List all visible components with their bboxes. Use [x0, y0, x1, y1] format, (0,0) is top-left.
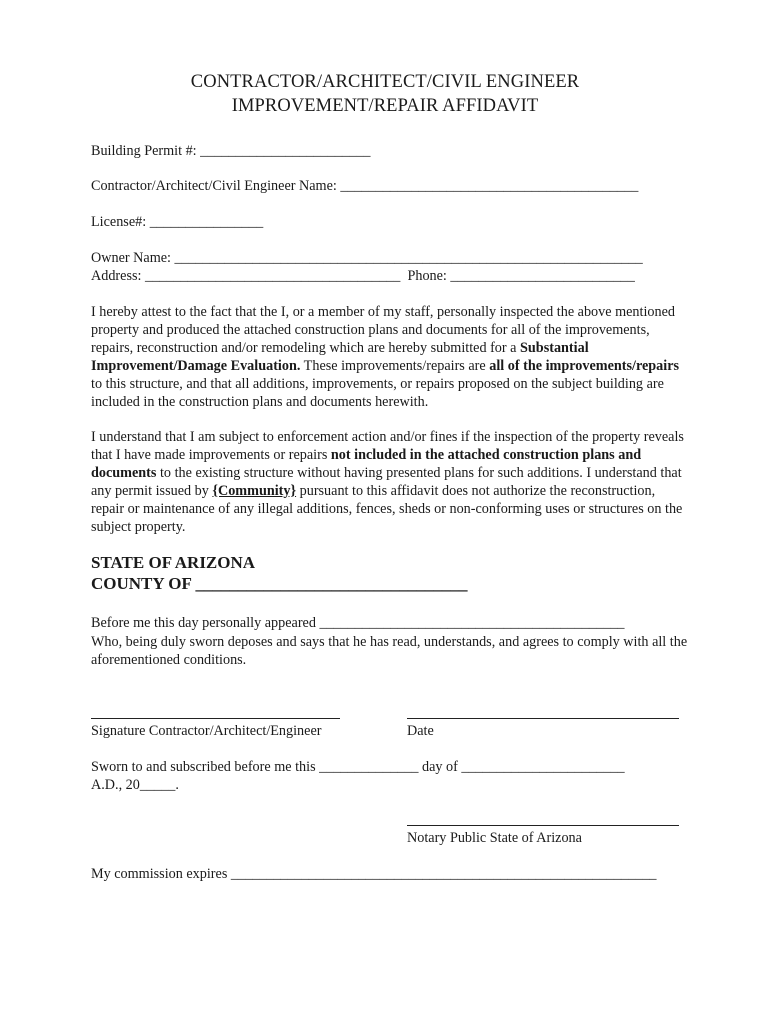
- notary-signature-line[interactable]: [407, 825, 679, 826]
- license-field[interactable]: License#: ________________: [91, 214, 264, 230]
- signature-line[interactable]: [91, 718, 340, 719]
- state-heading: STATE OF ARIZONA: [91, 553, 256, 572]
- para1-bold-2: all of the improvements/repairs: [489, 358, 680, 374]
- title-line-1: CONTRACTOR/ARCHITECT/CIVIL ENGINEER: [190, 72, 580, 92]
- understanding-paragraph: [91, 428, 691, 536]
- para1-bold-1: Substantial Improvement/Damage Evaluation.: [91, 340, 589, 374]
- commission-expires-field[interactable]: My commission expires ____________________________________________________________: [91, 866, 657, 882]
- attestation-paragraph: [91, 303, 691, 411]
- notary-label: Notary Public State of Arizona: [407, 830, 582, 846]
- date-line[interactable]: [407, 718, 679, 719]
- para2-text-2: to the existing structure without having presented plans for such additions. I understand that any permit issued by: [91, 465, 682, 499]
- para1-text-2: These improvements/repairs are: [300, 358, 490, 374]
- community-placeholder: {Community}: [212, 483, 297, 499]
- date-label: Date: [407, 723, 434, 739]
- owner-name-field[interactable]: Owner Name: __________________________________________________________________: [91, 250, 643, 266]
- para2-text-1: I understand that I am subject to enforcement action and/or fines if the inspection of the property reveals that I have made improvements or repairs: [91, 429, 684, 463]
- title-line-2: IMPROVEMENT/REPAIR AFFIDAVIT: [231, 96, 539, 116]
- subscribed-field[interactable]: Sworn to and subscribed before me this ______________ day of _______________________: [91, 759, 625, 775]
- para1-text-3: to this structure, and that all additions, improvements, or repairs proposed on the subject building are included in the construction plans and documents herewith.: [91, 376, 664, 410]
- sworn-statement: Who, being duly sworn deposes and says that he has read, understands, and agrees to comply with all the aforementioned conditions.: [91, 634, 688, 668]
- para2-bold-1: not included in the attached construction plans and documents: [91, 447, 642, 481]
- appeared-field[interactable]: Before me this day personally appeared ___________________________________________: [91, 615, 625, 631]
- address-phone-field[interactable]: Address: ____________________________________ Phone: __________________________: [91, 268, 635, 284]
- para1-text-1: I hereby attest to the fact that the I, or a member of my staff, personally inspected the above mentioned property and produced the attached construction plans and documents for all of the improvements, repairs, reconstruction and/or remodeling which are hereby submitted for a: [91, 304, 675, 356]
- county-heading[interactable]: COUNTY OF ________________________________: [91, 574, 468, 593]
- ad-year-field[interactable]: A.D., 20_____.: [91, 777, 179, 793]
- contractor-name-field[interactable]: Contractor/Architect/Civil Engineer Name: __________________________________________: [91, 178, 639, 194]
- building-permit-field[interactable]: Building Permit #: ________________________: [91, 143, 371, 159]
- para2-text-3: pursuant to this affidavit does not authorize the reconstruction, repair or maintenance of any illegal additions, fences, sheds or non-conforming uses or structures on the subject property.: [91, 483, 683, 535]
- signature-label: Signature Contractor/Architect/Engineer: [91, 723, 322, 739]
